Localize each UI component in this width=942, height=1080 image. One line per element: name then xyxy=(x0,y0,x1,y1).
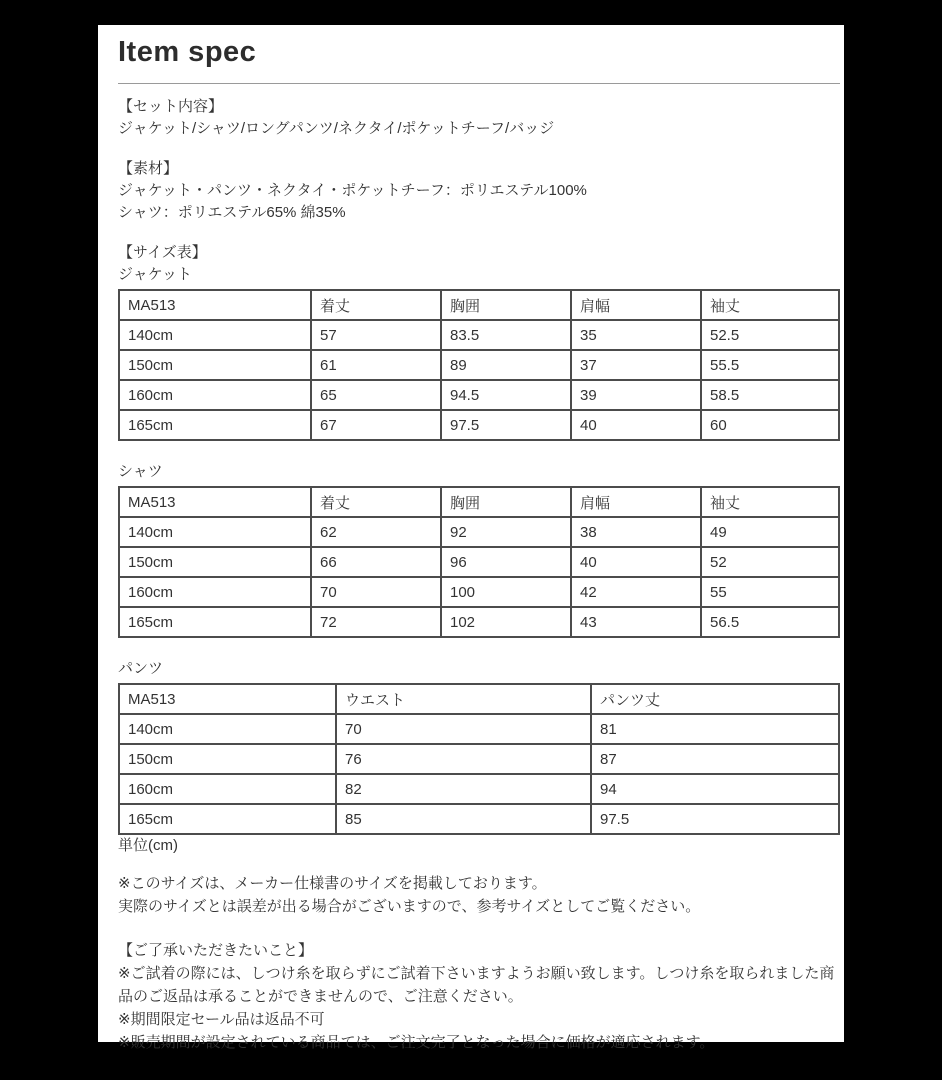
acknowledgement-heading: 【ご了承いただきたいこと】 xyxy=(118,942,314,959)
value-cell: 52 xyxy=(701,547,839,577)
value-cell: 85 xyxy=(336,804,591,834)
spec-sheet xyxy=(98,25,844,1051)
value-cell: 70 xyxy=(336,714,591,744)
material-section xyxy=(118,158,841,224)
value-cell: 40 xyxy=(571,547,701,577)
table-header-row xyxy=(119,684,839,714)
table-row xyxy=(119,804,839,834)
value-cell: 52.5 xyxy=(701,320,839,350)
value-cell: 37 xyxy=(571,350,701,380)
value-cell: 60 xyxy=(701,410,839,440)
value-cell: 92 xyxy=(441,517,571,547)
table-row xyxy=(119,744,839,774)
value-cell: 76 xyxy=(336,744,591,774)
set-contents-section xyxy=(118,96,841,140)
size-chart-heading: 【サイズ表】 xyxy=(118,244,207,261)
table-row xyxy=(119,774,839,804)
shirt-size-table xyxy=(118,486,840,638)
size-note-1: ※このサイズは、メーカー仕様書のサイズを掲載しております。 xyxy=(118,875,547,892)
value-cell: 102 xyxy=(441,607,571,637)
table-row xyxy=(119,320,839,350)
table-header-cell: MA513 xyxy=(119,290,311,320)
shirt-table-label: シャツ xyxy=(118,463,163,480)
table-header-cell: MA513 xyxy=(119,487,311,517)
table-header-cell: パンツ丈 xyxy=(591,684,839,714)
material-line-1: ジャケット・パンツ・ネクタイ・ポケットチーフ：ポリエステル100% xyxy=(118,182,587,199)
value-cell: 40 xyxy=(571,410,701,440)
size-note-2: 実際のサイズとは誤差が出る場合がございますので、参考サイズとしてご覧ください。 xyxy=(118,898,701,915)
size-label-cell: 165cm xyxy=(119,410,311,440)
value-cell: 35 xyxy=(571,320,701,350)
value-cell: 43 xyxy=(571,607,701,637)
value-cell: 67 xyxy=(311,410,441,440)
value-cell: 49 xyxy=(701,517,839,547)
value-cell: 61 xyxy=(311,350,441,380)
table-header-cell: 袖丈 xyxy=(701,290,839,320)
size-label-cell: 160cm xyxy=(119,774,336,804)
table-row xyxy=(119,380,839,410)
table-row xyxy=(119,517,839,547)
size-label-cell: 165cm xyxy=(119,607,311,637)
page-title: Item spec xyxy=(118,36,257,68)
table-row xyxy=(119,547,839,577)
acknowledgement-line-3: ※販売期間が設定されている商品ては、ご注文完了となった場合に価格が適応されます。 xyxy=(118,1034,715,1051)
title-divider xyxy=(118,83,840,84)
table-row xyxy=(119,714,839,744)
table-row xyxy=(119,577,839,607)
material-heading: 【素材】 xyxy=(118,160,179,177)
value-cell: 94 xyxy=(591,774,839,804)
acknowledgement-section xyxy=(118,939,841,1054)
value-cell: 42 xyxy=(571,577,701,607)
jacket-table-label: ジャケット xyxy=(118,266,192,283)
size-label-cell: 150cm xyxy=(119,350,311,380)
value-cell: 57 xyxy=(311,320,441,350)
size-label-cell: 160cm xyxy=(119,577,311,607)
table-header-cell: 胸囲 xyxy=(441,290,571,320)
size-label-cell: 150cm xyxy=(119,547,311,577)
value-cell: 97.5 xyxy=(441,410,571,440)
value-cell: 83.5 xyxy=(441,320,571,350)
value-cell: 89 xyxy=(441,350,571,380)
table-header-row xyxy=(119,487,839,517)
value-cell: 97.5 xyxy=(591,804,839,834)
value-cell: 96 xyxy=(441,547,571,577)
material-line-2: シャツ：ポリエステル65% 綿35% xyxy=(118,204,346,221)
value-cell: 62 xyxy=(311,517,441,547)
table-row xyxy=(119,607,839,637)
table-header-cell: 着丈 xyxy=(311,487,441,517)
table-row xyxy=(119,410,839,440)
acknowledgement-line-2: ※期間限定セール品は返品不可 xyxy=(118,1011,325,1028)
size-label-cell: 140cm xyxy=(119,714,336,744)
value-cell: 100 xyxy=(441,577,571,607)
size-label-cell: 140cm xyxy=(119,320,311,350)
value-cell: 87 xyxy=(591,744,839,774)
pants-table-label: パンツ xyxy=(118,660,164,677)
set-contents-body: ジャケット/シャツ/ロングパンツ/ネクタイ/ポケットチーフ/バッジ xyxy=(118,120,555,137)
value-cell: 72 xyxy=(311,607,441,637)
value-cell: 55.5 xyxy=(701,350,839,380)
size-chart-section xyxy=(118,242,841,856)
table-header-cell: 袖丈 xyxy=(701,487,839,517)
size-notes xyxy=(118,872,841,918)
table-header-cell: MA513 xyxy=(119,684,336,714)
table-header-cell: 肩幅 xyxy=(571,290,701,320)
value-cell: 56.5 xyxy=(701,607,839,637)
value-cell: 66 xyxy=(311,547,441,577)
table-header-row xyxy=(119,290,839,320)
value-cell: 94.5 xyxy=(441,380,571,410)
value-cell: 58.5 xyxy=(701,380,839,410)
value-cell: 82 xyxy=(336,774,591,804)
size-label-cell: 150cm xyxy=(119,744,336,774)
value-cell: 55 xyxy=(701,577,839,607)
value-cell: 70 xyxy=(311,577,441,607)
jacket-size-table xyxy=(118,289,840,441)
table-header-cell: 胸囲 xyxy=(441,487,571,517)
size-label-cell: 165cm xyxy=(119,804,336,834)
unit-note: 単位(cm) xyxy=(118,837,178,854)
value-cell: 81 xyxy=(591,714,839,744)
table-header-cell: 肩幅 xyxy=(571,487,701,517)
size-label-cell: 140cm xyxy=(119,517,311,547)
size-label-cell: 160cm xyxy=(119,380,311,410)
set-contents-heading: 【セット内容】 xyxy=(118,98,224,115)
table-header-cell: 着丈 xyxy=(311,290,441,320)
value-cell: 65 xyxy=(311,380,441,410)
acknowledgement-line-1: ※ご試着の際には、しつけ糸を取らずにご試着下さいますようお願い致します。しつけ糸を取られました商品のご返品は承ることができませんので、ご注意ください。 xyxy=(118,965,835,1005)
value-cell: 39 xyxy=(571,380,701,410)
table-row xyxy=(119,350,839,380)
pants-size-table xyxy=(118,683,840,835)
table-header-cell: ウエスト xyxy=(336,684,591,714)
value-cell: 38 xyxy=(571,517,701,547)
